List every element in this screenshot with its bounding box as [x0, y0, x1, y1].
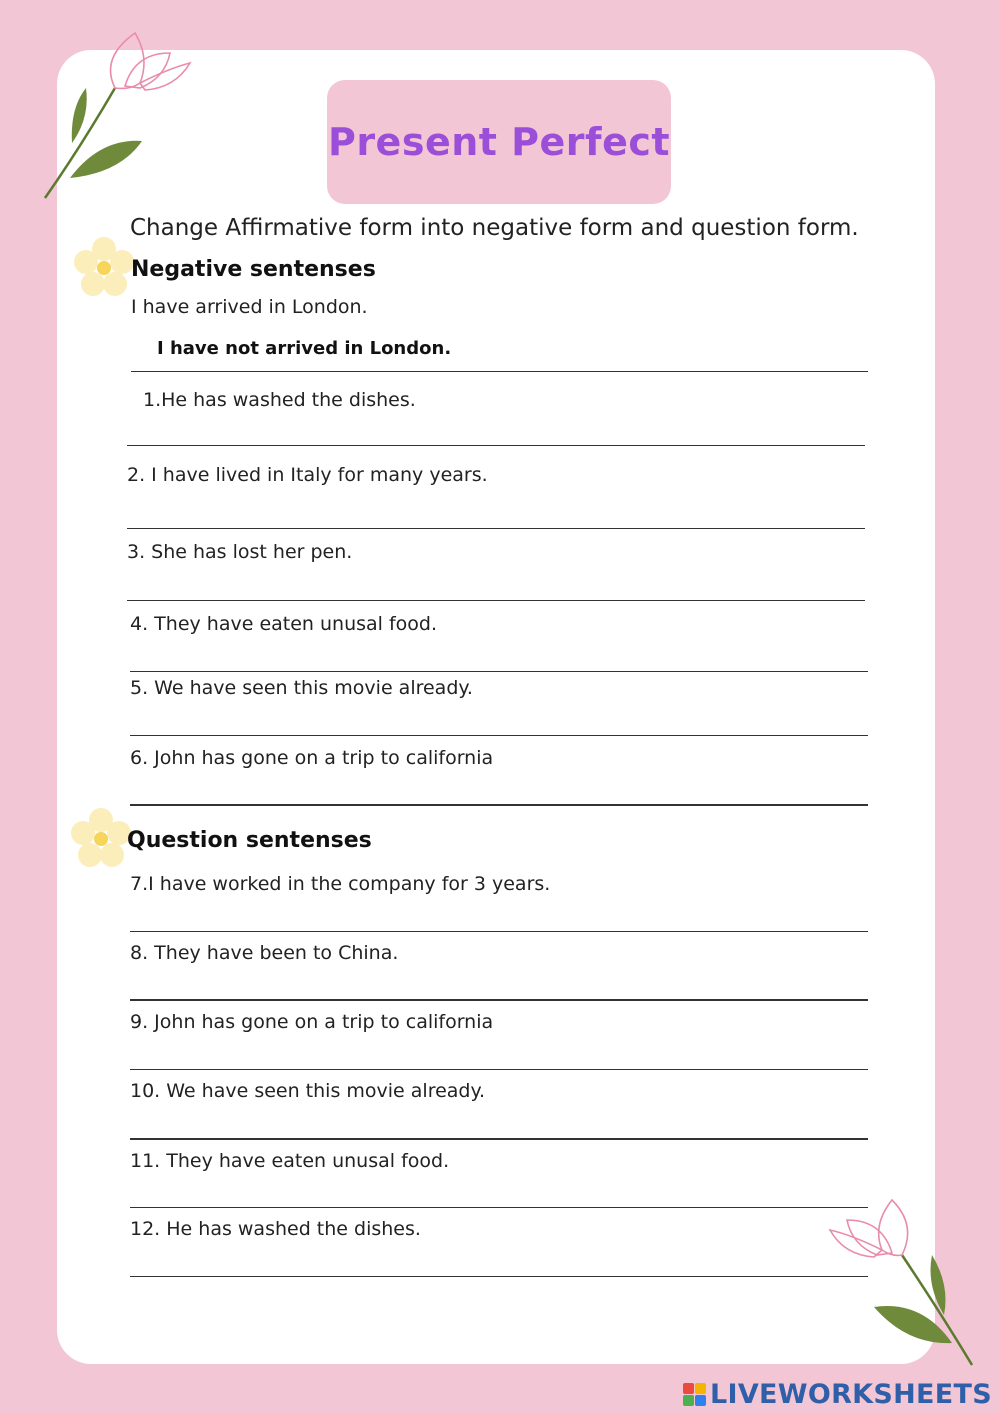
negative-item-5: 5. We have seen this movie already.	[130, 677, 473, 699]
negative-item-2: 2. I have lived in Italy for many years.	[127, 464, 488, 486]
answer-line-3[interactable]	[127, 600, 865, 601]
answer-line-12[interactable]	[130, 1276, 868, 1277]
answer-line-7[interactable]	[130, 931, 868, 932]
question-item-7: 7.I have worked in the company for 3 years.	[130, 873, 551, 895]
answer-line-2[interactable]	[127, 528, 865, 529]
page-title: Present Perfect	[327, 120, 671, 164]
negative-item-1: 1.He has washed the dishes.	[143, 389, 416, 411]
question-item-12: 12. He has washed the dishes.	[130, 1218, 421, 1240]
question-item-8: 8. They have been to China.	[130, 942, 399, 964]
answer-line-5[interactable]	[130, 735, 868, 736]
instruction-text: Change Affirmative form into negative form and question form.	[130, 215, 859, 241]
question-heading: Question sentenses	[127, 828, 372, 853]
answer-line-1[interactable]	[127, 445, 865, 446]
answer-line-6[interactable]	[130, 804, 868, 806]
answer-line-8[interactable]	[130, 999, 868, 1001]
liveworksheets-logo-icon	[683, 1383, 706, 1406]
question-item-10: 10. We have seen this movie already.	[130, 1080, 486, 1102]
negative-item-3: 3. She has lost her pen.	[127, 541, 353, 563]
answer-line-9[interactable]	[130, 1069, 868, 1070]
tulip-flower-icon	[822, 1195, 982, 1370]
brand-text: LIVEWORKSHEETS	[709, 1378, 992, 1410]
question-item-11: 11. They have eaten unusal food.	[130, 1150, 450, 1172]
example-sentence: I have arrived in London.	[131, 296, 368, 318]
negative-item-4: 4. They have eaten unusal food.	[130, 613, 438, 635]
negative-heading: Negative sentenses	[131, 257, 376, 282]
answer-line	[131, 371, 868, 372]
answer-line-4[interactable]	[130, 671, 868, 672]
brand-logo[interactable]	[683, 1378, 992, 1410]
daisy-flower-icon	[73, 237, 135, 299]
daisy-flower-icon	[70, 808, 132, 870]
example-answer: I have not arrived in London.	[157, 338, 452, 359]
negative-item-6: 6. John has gone on a trip to california	[130, 747, 494, 769]
answer-line-11[interactable]	[130, 1207, 868, 1208]
tulip-flower-icon	[40, 28, 200, 203]
answer-line-10[interactable]	[130, 1138, 868, 1140]
title-banner	[327, 80, 671, 204]
question-item-9: 9. John has gone on a trip to california	[130, 1011, 494, 1033]
